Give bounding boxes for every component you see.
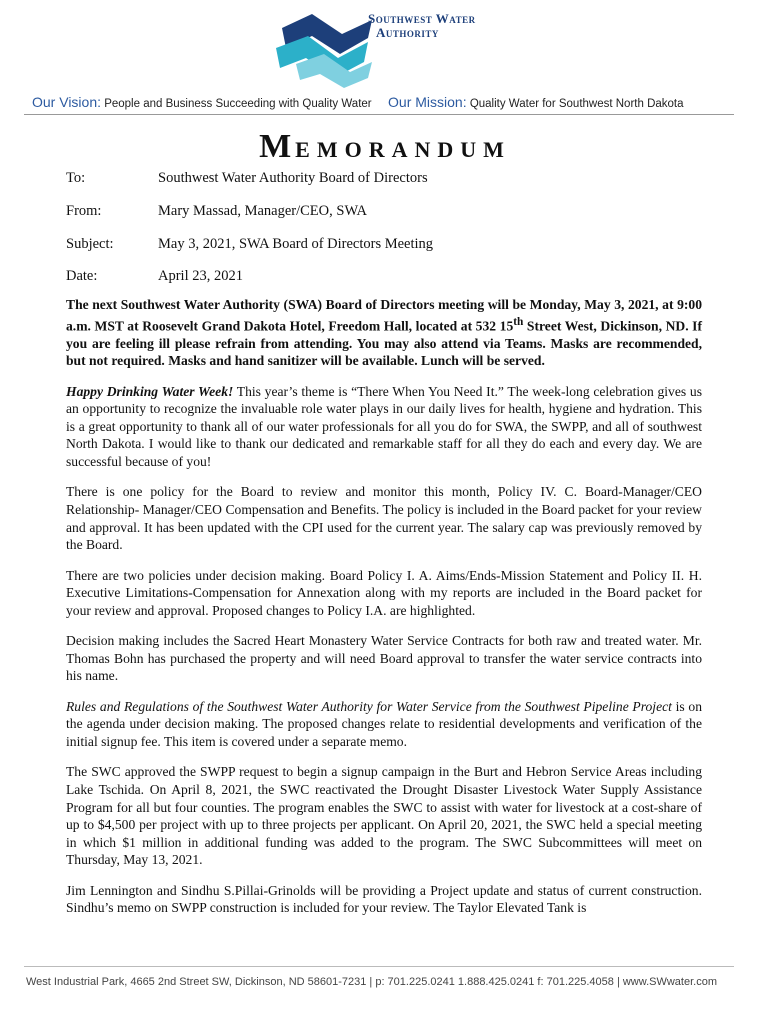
memo-subject-row: [66, 236, 433, 253]
subject-value: May 3, 2021, SWA Board of Directors Meeting: [158, 236, 434, 252]
drinking-water-paragraph: [66, 383, 702, 471]
memo-title-initial: M: [259, 128, 296, 165]
rules-title: Rules and Regulations of the Southwest Water Authority for Water Service from the Southwest Pipeline Project: [66, 698, 672, 714]
swc-paragraph: The SWC approved the SWPP request to begin a signup campaign in the Burt and Hebron Service Areas including Lake Tschida. On April 8, 2021, the SWC reactivated the Drought Disaster Livestock Water Supply Assistance Program for all but four counties. The program enables the SWC to assist with water for livestock at a cost-share of up to $4,500 per project with up to three projects per applicant. On April 20, 2021, the SWC held a special meeting in which $1 million in additional funding was added to the program. The SWC Subcommittees will meet on Thursday, May 13, 2021.: [66, 764, 702, 868]
to-value: Southwest Water Authority Board of Directors: [158, 170, 428, 186]
sacred-heart-paragraph: Decision making includes the Sacred Heart Monastery Water Service Contracts for both raw and treated water. Mr. Thomas Bohn has purchased the property and will need Board approval to transfer the water service contracts into his name.: [66, 633, 702, 684]
from-value: Mary Massad, Manager/CEO, SWA: [158, 203, 368, 219]
decision-policies-paragraph: There are two policies under decision making. Board Policy I. A. Aims/Ends-Mission Statement and Policy II. H. Executive Limitations-Compensation for Annexation along with my reports are included in the Board packet for your review and approval. Proposed changes to Policy I.A. are highlighted.: [66, 567, 702, 618]
meeting-paragraph: [66, 296, 702, 370]
meeting-text-a: The next Southwest Water Authority (SWA) Board of Directors meeting will be Monday, May 3, 2021, at 9:00 a.m. MST at Roosevelt Grand Dakota Hotel, Freedom Hall, located at 532 15: [66, 297, 702, 334]
rules-regulations-paragraph: [66, 698, 702, 751]
mission-text: Quality Water for Southwest North Dakota: [469, 98, 684, 110]
memo-date-row: [66, 268, 243, 285]
logo-line-2: Authority: [376, 25, 439, 40]
memo-title-rest: EMORANDUM: [295, 137, 511, 162]
subject-label: Subject:: [66, 236, 114, 252]
vision-mission-tagline: [32, 94, 738, 110]
vision-text: People and Business Succeeding with Quality Water: [104, 98, 372, 110]
footer-divider: [24, 966, 734, 967]
to-label: To:: [66, 170, 86, 186]
from-label: From:: [66, 203, 102, 219]
drinking-water-text: This year’s theme is “There When You Need It.” The week-long celebration gives us an opportunity to recognize the invaluable role water plays in our daily lives for health, hygiene and hydration. This is a great opportunity to thank all of our water professionals for all you do for SWA, the SWPP, and all of southwest North Dakota. I would like to thank our dedicated and remarkable staff for all they do each and every day. We are successful because of you!: [66, 383, 702, 470]
header-divider: [24, 114, 734, 115]
date-value: April 23, 2021: [158, 268, 243, 284]
mission-label: Our Mission:: [388, 94, 467, 110]
footer-contact: West Industrial Park, 4665 2nd Street SW, Dickinson, ND 58601-7231 | p: 701.225.0241 1.888.425.0241 f: 701.225.4058 | www.SWwater.com: [26, 976, 717, 988]
drinking-water-heading: Happy Drinking Water Week!: [66, 383, 234, 399]
policy-review-paragraph: There is one policy for the Board to review and monitor this month, Policy IV. C. Board-Manager/CEO Relationship- Manager/CEO Compensation and Benefits. The policy is included in the Board packet for your review and approval. It has been updated with the CPI used for the current year. The salary cap was previously removed by the Board.: [66, 484, 702, 553]
logo-wordmark: [368, 12, 476, 40]
project-update-paragraph: Jim Lennington and Sindhu S.Pillai-Grinolds will be providing a Project update and status of current construction. Sindhu’s memo on SWPP construction is included for your review. The Taylor Elevated Tank is: [66, 882, 702, 916]
memo-title: [0, 128, 770, 166]
memo-body: [66, 296, 702, 930]
memo-to-row: [66, 170, 428, 187]
date-label: Date:: [66, 268, 98, 284]
logo-line-1: Southwest Water: [368, 11, 476, 26]
meeting-text-b: Street West, Dickinson, ND. If you are feeling ill please refrain from attending. You may also attend via Teams. Masks are recommended, but not required. Masks and hand sanitizer will be available. Lunch will be served.: [66, 318, 702, 369]
memo-from-row: [66, 203, 367, 220]
meeting-text-sup: th: [513, 315, 524, 328]
rules-text: is on the agenda under decision making. The proposed changes relate to residential developments and verification of the initial signup fee. This item is covered under a separate memo.: [66, 698, 702, 749]
vision-label: Our Vision:: [32, 94, 101, 110]
